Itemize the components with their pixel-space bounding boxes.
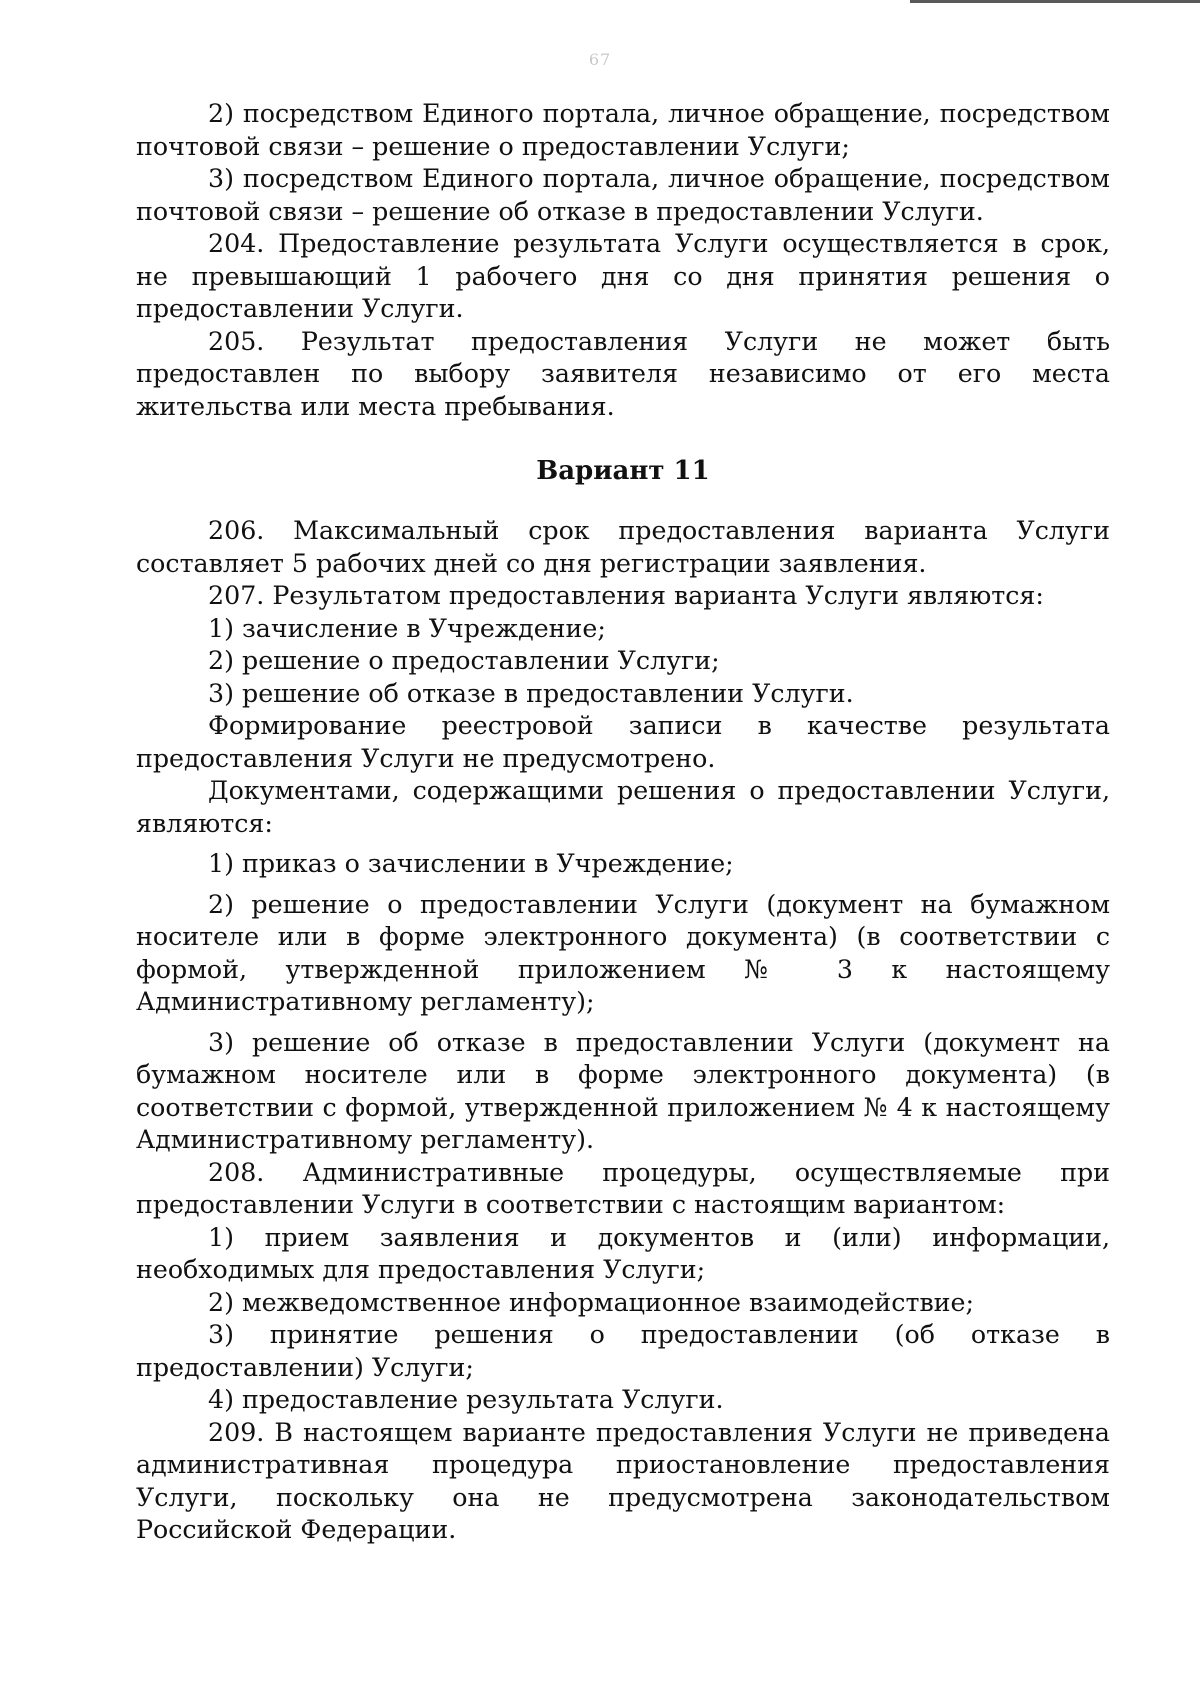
list-item-refusal-document: 3) решение об отказе в предоставлении Услуги (документ на бумажном носителе или в форме электронного документа) (в соответствии с формой, утвержденной приложением № 4 к настоящему Административному регламенту). [136,1027,1110,1154]
paragraph-documents-intro: Документами, содержащими решения о предоставлении Услуги, являются: [136,776,1110,838]
paragraph-209: 209. В настоящем варианте предоставления Услуги не приведена административная процедура приостановление предоставления Услуги, поскольку она не предусмотрена законодательством Российской Федерации. [136,1417,1110,1544]
list-item-decision-grant: 2) решение о предоставлении Услуги; [208,646,720,675]
list-item-enrollment: 1) зачисление в Учреждение; [208,613,606,643]
scan-edge-line [910,0,1200,3]
page-number: 67 [588,50,612,69]
list-item-decision-refusal: 3) решение об отказе в предоставлении Услуги. [208,678,854,708]
section-heading-variant-11: Вариант 11 [536,456,710,486]
paragraph-208: 208. Административные процедуры, осуществляемые при предоставлении Услуги в соответствии с настоящим вариантом: [136,1157,1110,1219]
list-item-procedure-1: 1) прием заявления и документов и (или) информации, необходимых для предоставления Услуги; [136,1222,1110,1284]
list-item-procedure-2: 2) межведомственное информационное взаимодействие; [208,1287,975,1317]
list-item-order: 1) приказ о зачислении в Учреждение; [208,849,734,878]
paragraph-205: 205. Результат предоставления Услуги не может быть предоставлен по выбору заявителя независимо от его места жительства или места пребывания. [136,326,1110,421]
paragraph-registry-record: Формирование реестровой записи в качестве результата предоставления Услуги не предусмотрено. [136,711,1110,773]
paragraph-item-2-delivery: 2) посредством Единого портала, личное обращение, посредством почтовой связи – решение о предоставлении Услуги; [136,99,1110,161]
list-item-procedure-4: 4) предоставление результата Услуги. [208,1385,724,1414]
document-body [136,98,1110,1547]
list-item-grant-document: 2) решение о предоставлении Услуги (документ на бумажном носителе или в форме электронного документа) (в соответствии с формой, утвержденной приложением № 3 к настоящему Административному регламенту); [136,889,1110,1016]
paragraph-207: 207. Результатом предоставления варианта Услуги являются: [208,581,1044,610]
paragraph-204: 204. Предоставление результата Услуги осуществляется в срок, не превышающий 1 рабочего дня со дня принятия решения о предоставлении Услуги. [136,229,1110,323]
paragraph-item-3-delivery: 3) посредством Единого портала, личное обращение, посредством почтовой связи – решение об отказе в предоставлении Услуги. [136,164,1110,226]
paragraph-206: 206. Максимальный срок предоставления варианта Услуги составляет 5 рабочих дней со дня регистрации заявления. [136,516,1110,578]
list-item-procedure-3: 3) принятие решения о предоставлении (об отказе в предоставлении) Услуги; [136,1320,1110,1382]
